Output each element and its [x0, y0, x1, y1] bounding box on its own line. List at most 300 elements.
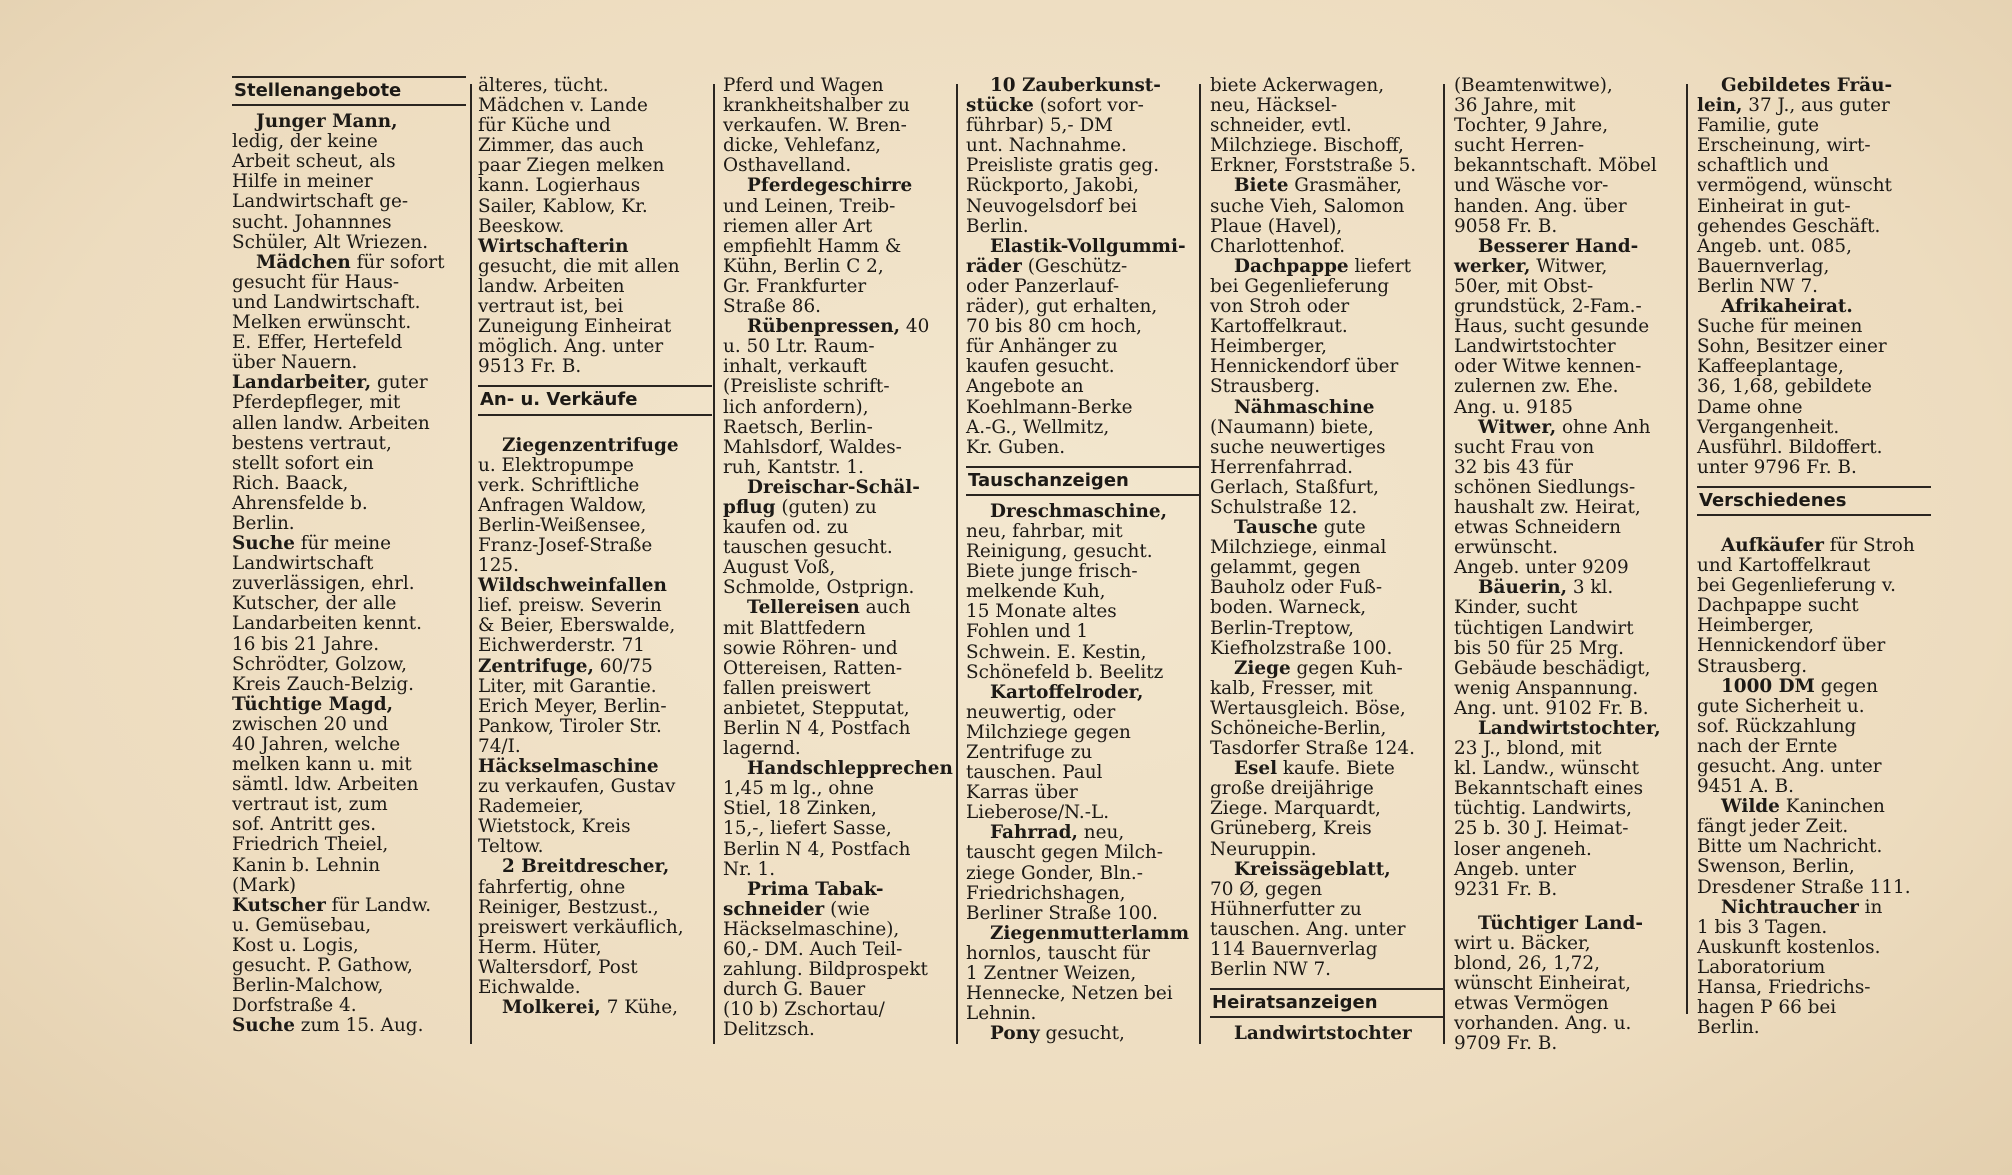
text-line: kl. Landw., wünscht: [1454, 758, 1640, 780]
text-line: Milchziege. Bischoff,: [1210, 135, 1404, 157]
bold-keyword: Tüchtiger Land-: [1478, 912, 1644, 934]
bold-keyword: Landarbeiter,: [232, 372, 372, 394]
text-line: (Preisliste schrift-: [723, 376, 890, 398]
text-line: 40 Jahren, welche: [232, 734, 401, 755]
bold-keyword: Afrikaheirat.: [1721, 296, 1853, 318]
text-line: gehendes Geschäft.: [1697, 215, 1881, 237]
text-line: Herrenfahrrad.: [1210, 456, 1354, 478]
text-line: Dresdener Straße 111.: [1697, 876, 1911, 898]
text-line: boden. Warneck,: [1210, 597, 1367, 619]
bold-keyword: Tüchtige Magd,: [232, 693, 394, 715]
text-line: Ang. unt. 9102 Fr. B.: [1454, 697, 1649, 719]
text-line: tauschen gesucht.: [723, 537, 893, 559]
column-1: [232, 76, 466, 1036]
text-line: Teltow.: [478, 836, 544, 858]
text-line: zu verkaufen, Gustav: [478, 776, 676, 798]
text-line: Ausführl. Bildoffert.: [1697, 436, 1883, 458]
text-line: kann. Logierhaus: [478, 175, 641, 197]
text-line: Reiniger, Bestzust.,: [478, 896, 659, 918]
text-line: erwünscht.: [1454, 537, 1558, 559]
text-line: (Naumann) biete,: [1210, 416, 1374, 438]
text-line: stellt sofort ein: [232, 452, 374, 474]
bold-keyword: pflug: [723, 496, 776, 518]
text-line: schneider (wie: [723, 898, 870, 920]
text-line: [966, 683, 1200, 703]
text-line: oder Witwe kennen-: [1454, 356, 1642, 378]
text-line: handen. Ang. über: [1454, 195, 1627, 217]
text-line: Zimmer, das auch: [478, 135, 644, 157]
text-line: Pony gesucht,: [990, 1023, 1125, 1045]
text-line: oder Panzerlauf-: [966, 275, 1120, 297]
text-line: Biete junge frisch-: [966, 561, 1138, 583]
text-line: (Beamtenwitwe),: [1454, 75, 1613, 96]
text-line: [966, 237, 1200, 257]
text-line: von Stroh oder: [1210, 296, 1350, 318]
bold-keyword: Pony: [990, 1023, 1040, 1045]
text-line: Rich. Baack,: [232, 472, 349, 494]
text-line: Suche für meinen: [1697, 316, 1863, 338]
text-line: kaufen od. zu: [723, 517, 849, 539]
text-line: Strausberg.: [1697, 655, 1808, 677]
text-line: Hennickendorf über: [1697, 635, 1886, 657]
text-line: Kanin b. Lehnin: [232, 854, 381, 876]
text-line: [966, 76, 1200, 96]
text-line: führbar) 5,- DM: [966, 115, 1114, 137]
text-line: und Leinen, Treib-: [723, 195, 896, 217]
text-line: Wertausgleich. Böse,: [1210, 697, 1406, 719]
text-line: Berlin-Malchow,: [232, 975, 384, 997]
text-line: Schrödter, Golzow,: [232, 653, 407, 675]
text-line: A.-G., Wellmitz,: [966, 416, 1110, 438]
bold-keyword: Gebildetes Fräu-: [1721, 75, 1893, 96]
text-line: verkaufen. W. Bren-: [723, 115, 907, 137]
bold-keyword: Landwirtstochter: [1234, 1023, 1412, 1045]
text-line: [723, 759, 957, 779]
text-line: 25 b. 30 J. Heimat-: [1454, 818, 1629, 840]
text-line: Mahlsdorf, Waldes-: [723, 436, 902, 458]
bold-keyword: Biete: [1234, 175, 1289, 197]
column-rule: [470, 84, 472, 1044]
text-line: wenig Anspannung.: [1454, 677, 1639, 699]
text-line: Bitte um Nachricht.: [1697, 836, 1883, 858]
text-line: bekanntschaft. Möbel: [1454, 155, 1657, 177]
text-line: Kr. Guben.: [966, 436, 1066, 458]
text-line: (Mark): [232, 874, 297, 896]
text-line: Kinder, sucht: [1454, 597, 1578, 619]
text-line: Berlin-Treptow,: [1210, 617, 1354, 639]
text-line: 9058 Fr. B.: [1454, 215, 1558, 237]
text-line: neu, Häcksel-: [1210, 95, 1338, 117]
text-line: räder), gut erhalten,: [966, 296, 1158, 318]
text-line: über Nauern.: [232, 352, 358, 374]
text-line: Angeb. unter 9209: [1454, 557, 1629, 579]
text-line: Eichwalde.: [478, 977, 581, 999]
text-line: [1210, 860, 1444, 880]
text-line: neu, fahrbar, mit: [966, 520, 1123, 542]
text-line: Auskunft kostenlos.: [1697, 936, 1881, 958]
text-line: Herm. Hüter,: [478, 936, 602, 958]
bold-keyword: Witwer,: [1478, 416, 1557, 438]
text-line: möglich. Ang. unter: [478, 336, 664, 358]
text-line: [478, 436, 712, 456]
text-line: durch G. Bauer: [723, 979, 866, 1001]
text-line: und Landwirtschaft.: [232, 291, 421, 313]
text-line: Lehnin.: [966, 1003, 1037, 1025]
text-line: schönen Siedlungs-: [1454, 476, 1636, 498]
text-line: empfiehlt Hamm &: [723, 235, 902, 257]
text-line: zuverlässigen, ehrl.: [232, 573, 415, 595]
text-line: Ziege. Marquardt,: [1210, 798, 1381, 820]
text-line: bei Gegenlieferung v.: [1697, 575, 1896, 597]
text-line: Schmolde, Ostprign.: [723, 577, 915, 599]
text-line: [966, 502, 1200, 522]
column-rule: [713, 84, 715, 1044]
text-line: Schönefeld b. Beelitz: [966, 661, 1164, 683]
text-line: unt. Nachnahme.: [966, 135, 1127, 157]
text-line: lich anfordern),: [723, 396, 869, 418]
text-line: Neuruppin.: [1210, 838, 1317, 860]
text-line: 15,-, liefert Sasse,: [723, 818, 892, 840]
text-line: 125.: [478, 555, 519, 577]
text-line: Reinigung, gesucht.: [966, 541, 1153, 563]
text-line: dicke, Vehlefanz,: [723, 135, 881, 157]
text-line: lein, 37 J., aus guter: [1697, 95, 1890, 117]
text-line: Bäuerin, 3 kl.: [1478, 577, 1614, 599]
text-line: Schüler, Alt Wriezen.: [232, 231, 429, 253]
bold-keyword: Mädchen: [256, 251, 351, 273]
text-line: Suche für meine: [232, 533, 391, 555]
section-heading: Verschiedenes: [1697, 486, 1931, 516]
text-line: Zuneigung Einheirat: [478, 316, 672, 338]
text-line: nach der Ernte: [1697, 735, 1838, 757]
bold-keyword: Ziege: [1234, 657, 1291, 679]
text-line: Karras über: [966, 782, 1078, 804]
text-line: Berlin N 4, Postfach: [723, 838, 911, 860]
text-line: Eichwerderstr. 71: [478, 635, 646, 657]
text-line: melkende Kuh,: [966, 581, 1106, 603]
text-line: Waltersdorf, Post: [478, 956, 638, 978]
text-line: Gerlach, Staßfurt,: [1210, 476, 1379, 498]
text-line: lagernd.: [723, 738, 801, 760]
bold-keyword: Besserer Hand-: [1478, 235, 1639, 257]
text-line: Ahrensfelde b.: [232, 492, 368, 514]
text-line: preiswert verkäuflich,: [478, 916, 684, 938]
text-line: 60,- DM. Auch Teil-: [723, 939, 903, 961]
section-heading: Stellenangebote: [232, 76, 466, 106]
text-line: Dachpappe liefert: [1234, 255, 1412, 277]
text-line: [723, 478, 957, 498]
text-line: Raetsch, Berlin-: [723, 416, 873, 438]
text-line: [478, 237, 712, 257]
text-line: [1454, 914, 1688, 934]
text-line: Bekanntschaft eines: [1454, 778, 1644, 800]
text-line: Wietstock, Kreis: [478, 816, 631, 838]
text-line: Fahrrad, neu,: [990, 822, 1125, 844]
text-line: Berlin NW 7.: [1697, 275, 1819, 297]
text-line: tauscht gegen Milch-: [966, 842, 1163, 864]
bold-keyword: Kutscher: [232, 894, 326, 916]
text-line: zulernen zw. Ehe.: [1454, 376, 1619, 398]
text-line: Rademeier,: [478, 796, 584, 818]
text-line: 9451 A. B.: [1697, 776, 1794, 798]
bold-keyword: Ziegenzentrifuge: [502, 434, 679, 456]
text-line: Biete Grasmäher,: [1234, 175, 1402, 197]
text-line: Sohn, Besitzer einer: [1697, 336, 1887, 358]
text-line: Milchziege gegen: [966, 721, 1131, 743]
bold-keyword: stücke: [966, 95, 1034, 117]
text-line: Ang. u. 9185: [1454, 396, 1573, 418]
text-line: große dreijährige: [1210, 778, 1374, 800]
section-heading: Tauschanzeigen: [966, 466, 1200, 496]
bold-keyword: Suche: [232, 1015, 295, 1037]
section-heading: An- u. Verkäufe: [478, 385, 712, 415]
text-line: Bauernverlag,: [1697, 255, 1830, 277]
bold-keyword: schneider: [723, 898, 825, 920]
text-line: Kost u. Logis,: [232, 934, 359, 956]
bold-keyword: Esel: [1234, 758, 1278, 780]
text-line: Landarbeiter, guter: [232, 372, 428, 394]
text-line: hornlos, tauscht für: [966, 942, 1151, 964]
bold-keyword: Zentrifuge,: [478, 655, 594, 677]
text-line: landw. Arbeiten: [478, 275, 625, 297]
text-line: wirt u. Bäcker,: [1454, 932, 1591, 954]
text-line: Swenson, Berlin,: [1697, 856, 1855, 878]
text-line: [723, 176, 957, 196]
text-line: Berlin N 4, Postfach: [723, 718, 911, 739]
text-line: gesucht, die mit allen: [478, 255, 680, 277]
text-line: Berlin.: [232, 512, 295, 534]
text-line: anbietet, Stepputat,: [723, 697, 910, 719]
text-line: Erscheinung, wirt-: [1697, 135, 1871, 157]
text-line: Wilde Kaninchen: [1721, 796, 1885, 818]
bold-keyword: Kartoffelroder,: [990, 681, 1144, 703]
bold-keyword: Kreissägeblatt,: [1234, 858, 1391, 880]
bold-keyword: 1000 DM: [1721, 675, 1815, 697]
text-line: grundstück, 2-Fam.-: [1454, 296, 1642, 318]
text-line: 23 J., blond, mit: [1454, 738, 1602, 760]
text-line: suche neuwertiges: [1210, 436, 1386, 458]
text-line: 114 Bauernverlag: [1210, 939, 1378, 961]
text-line: Hennecke, Netzen bei: [966, 983, 1173, 1005]
text-line: sof. Rückzahlung: [1697, 715, 1857, 737]
text-line: Dorfstraße 4.: [232, 995, 357, 1017]
text-line: vertraut ist, bei: [478, 296, 624, 318]
text-line: pflug (guten) zu: [723, 496, 877, 518]
text-line: u. Gemüsebau,: [232, 914, 372, 936]
text-line: vermögend, wünscht: [1697, 175, 1892, 197]
text-line: ruh, Kantstr. 1.: [723, 456, 864, 478]
text-line: Rübenpressen, 40: [747, 316, 930, 338]
text-line: 36 Jahre, mit: [1454, 95, 1576, 117]
text-line: Landarbeiten kennt.: [232, 613, 423, 635]
text-line: Kiefholzstraße 100.: [1210, 637, 1393, 659]
text-line: haushalt zw. Heirat,: [1454, 496, 1641, 518]
text-line: biete Ackerwagen,: [1210, 75, 1385, 96]
bold-keyword: Handschlepprechen: [747, 758, 953, 780]
bold-keyword: Bäuerin,: [1478, 577, 1567, 599]
text-line: Berlin.: [966, 215, 1029, 237]
text-line: Zentrifuge, 60/75: [478, 655, 653, 677]
text-line: 1000 DM gegen: [1721, 675, 1878, 697]
text-line: [723, 880, 957, 900]
text-line: älteres, tücht.: [478, 75, 609, 96]
text-line: Sailer, Kablow, Kr.: [478, 195, 648, 217]
text-line: ziege Gonder, Bln.-: [966, 862, 1143, 884]
text-line: E. Effer, Hertefeld: [232, 332, 403, 354]
text-line: Heimberger,: [1697, 615, 1814, 637]
bold-keyword: Dachpappe: [1234, 255, 1349, 277]
text-line: Kühn, Berlin C 2,: [723, 255, 884, 277]
text-line: 74/I.: [478, 735, 521, 757]
bold-keyword: Fahrrad,: [990, 822, 1078, 844]
text-line: schneider, evtl.: [1210, 115, 1352, 137]
text-line: Nichtraucher in: [1721, 896, 1883, 918]
text-line: Tellereisen auch: [747, 597, 911, 619]
text-line: 50er, mit Obst-: [1454, 275, 1594, 297]
text-line: Strausberg.: [1210, 376, 1321, 398]
text-line: riemen aller Art: [723, 215, 873, 237]
text-line: Esel kaufe. Biete: [1234, 758, 1395, 780]
text-line: loser angeneh.: [1454, 838, 1592, 860]
bold-keyword: Pferdegeschirre: [747, 175, 913, 197]
text-line: Haus, sucht gesunde: [1454, 316, 1650, 338]
text-line: suche Vieh, Salomon: [1210, 195, 1405, 217]
text-line: Delitzsch.: [723, 1019, 815, 1041]
text-line: u. 50 Ltr. Raum-: [723, 336, 875, 358]
text-line: 36, 1,68, gebildete: [1697, 376, 1872, 398]
text-line: bestens vertraut,: [232, 432, 392, 454]
bold-keyword: Tausche: [1234, 517, 1318, 539]
text-line: [966, 924, 1200, 944]
text-line: 9709 Fr. B.: [1454, 1033, 1558, 1055]
text-line: hagen P 66 bei: [1697, 997, 1837, 1019]
text-line: schaftlich und: [1697, 155, 1829, 177]
text-line: Landwirtstochter: [1454, 336, 1616, 358]
column-7: [1697, 76, 1931, 1038]
text-line: 1 bis 3 Tagen.: [1697, 916, 1828, 938]
text-line: Heimberger,: [1210, 336, 1327, 358]
column-6: [1454, 76, 1688, 1055]
text-line: Suche zum 15. Aug.: [232, 1015, 424, 1037]
text-line: Kartoffelkraut.: [1210, 316, 1348, 338]
text-line: Friedrichshagen,: [966, 882, 1126, 904]
text-line: vertraut ist, zum: [232, 794, 388, 816]
text-line: Landwirtschaft ge-: [232, 191, 409, 213]
text-line: Fohlen und 1: [966, 621, 1089, 643]
text-line: tüchtig. Landwirts,: [1454, 798, 1632, 820]
text-line: bis 50 für 25 Mrg.: [1454, 637, 1624, 659]
text-line: Stiel, 18 Zinken,: [723, 798, 877, 820]
bold-keyword: Aufkäufer: [1721, 534, 1824, 556]
text-line: Tausche gute: [1234, 517, 1366, 539]
text-line: Hilfe in meiner: [232, 171, 373, 193]
text-line: Dachpappe sucht: [1697, 595, 1859, 617]
text-line: verk. Schriftliche: [478, 474, 640, 496]
bold-keyword: Tellereisen: [747, 597, 860, 619]
text-line: Nr. 1.: [723, 858, 776, 880]
bold-keyword: Wilde: [1721, 796, 1780, 818]
text-line: Berlin.: [1697, 1017, 1760, 1039]
text-line: zahlung. Bildprospekt: [723, 959, 928, 981]
text-line: gesucht. Ang. unter: [1697, 756, 1882, 777]
spacer: [478, 422, 712, 436]
bold-keyword: Suche: [232, 533, 295, 555]
text-line: lief. preisw. Severin: [478, 595, 662, 617]
text-line: sowie Röhren- und: [723, 637, 898, 659]
text-line: Hühnerfutter zu: [1210, 898, 1362, 920]
text-line: paar Ziegen melken: [478, 155, 665, 177]
text-line: Dame ohne: [1697, 396, 1803, 418]
column-2: [478, 76, 712, 1018]
text-line: fängt jeder Zeit.: [1697, 816, 1849, 838]
bold-keyword: räder: [966, 255, 1022, 277]
text-line: Kutscher, der alle: [232, 593, 397, 615]
text-line: für Küche und: [478, 115, 611, 137]
text-line: stücke (sofort vor-: [966, 95, 1144, 117]
text-line: räder (Geschütz-: [966, 255, 1128, 277]
text-line: mit Blattfedern: [723, 617, 866, 639]
text-line: unter 9796 Fr. B.: [1697, 456, 1857, 478]
bold-keyword: Molkerei,: [502, 997, 601, 1019]
spacer: [1454, 900, 1688, 914]
text-line: Liter, mit Garantie.: [478, 675, 657, 697]
text-line: Schwein. E. Kestin,: [966, 641, 1147, 663]
text-line: 1,45 m lg., ohne: [723, 778, 874, 800]
bold-keyword: Dreschmaschine,: [990, 500, 1168, 522]
text-line: 70 Ø, gegen: [1210, 878, 1323, 900]
bold-keyword: Elastik-Vollgummi-: [990, 235, 1186, 257]
text-line: ledig, der keine: [232, 131, 378, 153]
column-3: [723, 76, 957, 1041]
text-line: fallen preiswert: [723, 677, 871, 699]
text-line: Beeskow.: [478, 215, 565, 237]
text-line: für Anhänger zu: [966, 336, 1118, 358]
text-line: 15 Monate altes: [966, 601, 1117, 623]
text-line: Witwer, ohne Anh: [1478, 416, 1651, 438]
text-line: 32 bis 43 für: [1454, 456, 1573, 478]
text-line: 70 bis 80 cm hoch,: [966, 316, 1142, 338]
text-line: Koehlmann-Berke: [966, 396, 1133, 418]
text-line: Ottereisen, Ratten-: [723, 657, 903, 679]
text-line: etwas Vermögen: [1454, 993, 1609, 1015]
text-line: blond, 26, 1,72,: [1454, 953, 1600, 975]
text-line: Erich Meyer, Berlin-: [478, 695, 667, 717]
bold-keyword: Nichtraucher: [1721, 896, 1859, 918]
text-line: Berlin NW 7.: [1210, 959, 1332, 981]
text-line: Kutscher für Landw.: [232, 894, 432, 916]
bold-keyword: Nähmaschine: [1234, 396, 1375, 418]
text-line: Straße 86.: [723, 296, 822, 318]
bold-keyword: Rübenpressen,: [747, 316, 901, 338]
text-line: Erkner, Forststraße 5.: [1210, 155, 1417, 177]
text-line: [1697, 297, 1931, 317]
text-line: Gr. Frankfurter: [723, 275, 867, 297]
text-line: vorhanden. Ang. u.: [1454, 1013, 1632, 1035]
text-line: zwischen 20 und: [232, 713, 389, 735]
text-line: Arbeit scheut, als: [232, 151, 396, 173]
text-line: Pferdepfleger, mit: [232, 392, 401, 414]
text-line: sof. Antritt ges.: [232, 814, 377, 836]
text-line: Milchziege, einmal: [1210, 537, 1387, 559]
text-line: [1697, 76, 1931, 96]
bold-keyword: werker,: [1454, 255, 1531, 277]
text-line: (10 b) Zschortau/: [723, 999, 885, 1021]
bold-keyword: 2 Breitdrescher,: [502, 856, 670, 878]
text-line: [1454, 719, 1688, 739]
text-line: 1 Zentner Weizen,: [966, 963, 1137, 985]
text-line: 16 bis 21 Jahre.: [232, 633, 380, 655]
text-line: Tochter, 9 Jahre,: [1454, 115, 1609, 137]
